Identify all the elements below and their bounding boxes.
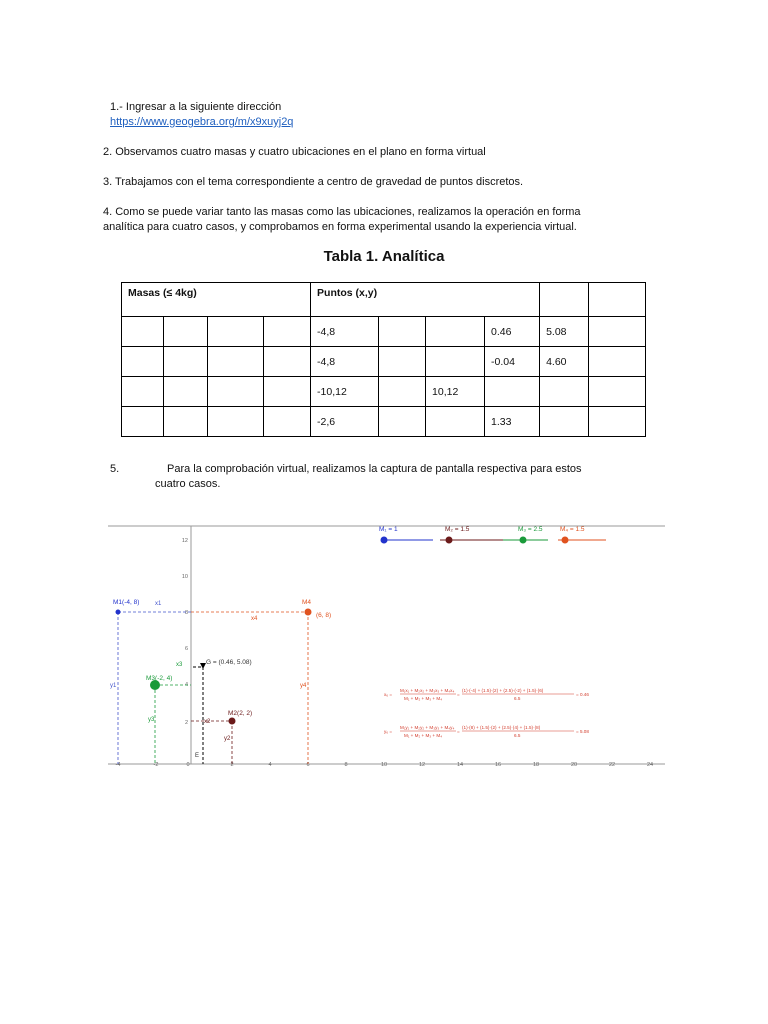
x-tick-label: 22 (608, 762, 616, 768)
table-cell (264, 407, 311, 437)
table-cell (164, 347, 208, 377)
segment-label-y2: y2 (224, 736, 231, 742)
table-cell: 4.60 (540, 347, 589, 377)
table-cell (540, 407, 589, 437)
point-label-m1: M1(-4, 8) (113, 599, 140, 606)
table-cell: -4,8 (311, 347, 379, 377)
table-cell (122, 317, 164, 347)
table-cell (122, 377, 164, 407)
equals-sign: = (457, 729, 460, 734)
formula-substituted-denominator: 6.5 (514, 696, 521, 701)
formula-xg (384, 688, 589, 701)
step-5-line-1: Para la comprobación virtual, realizamos la captura de pantalla respectiva para estos (167, 463, 582, 475)
step-1-text: 1.- Ingresar a la siguiente dirección (110, 101, 282, 113)
slider-m4[interactable] (558, 526, 606, 544)
x-tick-label: 12 (418, 762, 426, 768)
y-tick-label: 12 (181, 538, 188, 544)
slider-handle[interactable] (520, 537, 527, 544)
table-cell (426, 407, 485, 437)
table-cell (122, 347, 164, 377)
table-cell (164, 377, 208, 407)
header-puntos: Puntos (x,y) (311, 283, 540, 317)
step-5-number: 5. (110, 463, 120, 475)
x-tick-label: -4 (115, 762, 121, 768)
table-cell (379, 377, 426, 407)
point-label-g: G = (0.46, 5.08) (206, 659, 252, 666)
table-cell: -0.04 (485, 347, 540, 377)
slider-label: M₂ = 1.5 (445, 526, 470, 533)
segment-label-x3: x3 (176, 662, 183, 668)
table-cell (589, 407, 646, 437)
table-cell (540, 377, 589, 407)
formula-denominator: M₁ + M₂ + M₃ + M₄ (404, 733, 443, 738)
header-empty-cell (540, 283, 589, 317)
table-cell (264, 377, 311, 407)
table-cell (122, 407, 164, 437)
formula-substituted-numerator: (1)·(8) + (1.5)·(2) + (2.5)·(4) + (1.5)·(8) (462, 725, 541, 730)
point-label-e: E (195, 753, 200, 759)
segment-label-y4: y4 (300, 683, 307, 689)
table-cell (485, 377, 540, 407)
slider-m1[interactable] (379, 526, 433, 544)
point-m2[interactable] (229, 718, 236, 725)
segment-label-y3: y3 (148, 717, 155, 723)
table-cell (379, 407, 426, 437)
formula-lhs: y₆ = (384, 729, 393, 734)
x-tick-label: 6 (306, 762, 310, 768)
table-cell (208, 347, 264, 377)
segment-label-x1: x1 (155, 601, 162, 607)
table-cell: 10,12 (426, 377, 485, 407)
point-label-m3: M3(-2, 4) (146, 675, 173, 682)
formula-numerator: M₁x₁ + M₂x₂ + M₃x₃ + M₄x₄ (400, 688, 455, 693)
step-5-line-2: cuatro casos. (155, 478, 221, 490)
table-cell: 1.33 (485, 407, 540, 437)
table-row (122, 347, 646, 377)
header-empty-cell (589, 283, 646, 317)
x-tick-label: 18 (532, 762, 540, 768)
geogebra-link[interactable]: https://www.geogebra.org/m/x9xuyj2q (110, 116, 294, 128)
table-row (122, 377, 646, 407)
table-cell: -4,8 (311, 317, 379, 347)
table-cell: 0.46 (485, 317, 540, 347)
x-tick-label: 20 (570, 762, 578, 768)
x-tick-label: -2 (153, 762, 159, 768)
step-2-text: 2. Observamos cuatro masas y cuatro ubicaciones en el plano en forma virtual (103, 146, 486, 158)
table-cell (208, 317, 264, 347)
table-cell (264, 347, 311, 377)
step-1-link[interactable] (110, 115, 293, 130)
point-coord-m4: (6, 8) (316, 612, 332, 619)
step-4-line-2: analítica para cuatro casos, y comprobamos en forma experimental usando la experiencia virtual. (103, 221, 577, 233)
x-tick-label: 4 (268, 762, 272, 768)
x-tick-label: 8 (344, 762, 348, 768)
formula-lhs: x₆ = (384, 692, 393, 697)
segment-label-x2: x2 (204, 719, 211, 725)
table-cell: -2,6 (311, 407, 379, 437)
table-title: Tabla 1. Analítica (323, 248, 445, 265)
header-masas: Masas (≤ 4kg) (122, 283, 311, 317)
point-label-m4: M4 (302, 599, 312, 606)
slider-handle[interactable] (446, 537, 453, 544)
table-cell (208, 407, 264, 437)
geogebra-screenshot (108, 522, 665, 768)
table-header-row (122, 283, 646, 317)
y-tick-label: 6 (184, 646, 188, 652)
point-label-m2: M2(2, 2) (228, 710, 253, 717)
x-tick-label: 24 (646, 762, 654, 768)
table-cell: 5.08 (540, 317, 589, 347)
slider-label: M₃ = 2.5 (518, 526, 543, 533)
formula-result: = 5.08 (576, 729, 589, 734)
y-tick-label: 4 (184, 682, 188, 688)
equals-sign: = (457, 692, 460, 697)
table-cell (379, 347, 426, 377)
table-cell (379, 317, 426, 347)
slider-handle[interactable] (562, 537, 569, 544)
segment-label-x4: x4 (251, 616, 258, 622)
table-cell (589, 317, 646, 347)
table-cell (426, 347, 485, 377)
step-4-line-1: 4. Como se puede variar tanto las masas como las ubicaciones, realizamos la operación en forma (103, 206, 581, 218)
table-cell (426, 317, 485, 347)
slider-handle[interactable] (381, 537, 388, 544)
table-row (122, 407, 646, 437)
table-row (122, 317, 646, 347)
x-tick-label: 16 (494, 762, 502, 768)
table-cell (264, 317, 311, 347)
formula-denominator: M₁ + M₂ + M₃ + M₄ (404, 696, 443, 701)
analytic-table (121, 282, 646, 437)
y-tick-label: 2 (184, 720, 188, 726)
point-m1[interactable] (116, 610, 121, 615)
x-tick-label: 10 (380, 762, 388, 768)
table-cell (589, 347, 646, 377)
formula-numerator: M₁y₁ + M₂y₂ + M₃y₃ + M₄y₄ (400, 725, 455, 730)
table-cell (164, 317, 208, 347)
x-tick-label: 2 (230, 762, 234, 768)
point-m4[interactable] (305, 609, 312, 616)
slider-label: M₁ = 1 (379, 526, 398, 533)
table-cell: -10,12 (311, 377, 379, 407)
slider-m3[interactable] (503, 526, 548, 544)
table-cell (589, 377, 646, 407)
step-3-text: 3. Trabajamos con el tema correspondiente a centro de gravedad de puntos discretos. (103, 176, 524, 188)
x-tick-label: 14 (456, 762, 464, 768)
formula-result: = 0.46 (576, 692, 589, 697)
formula-substituted-numerator: (1)·(-4) + (1.5)·(2) + (2.5)·(-2) + (1.5)·(6) (462, 688, 544, 693)
formula-yg (384, 725, 589, 738)
segment-label-y1: y1 (110, 683, 117, 689)
x-tick-label: 0 (186, 762, 190, 768)
table-cell (164, 407, 208, 437)
slider-label: M₄ = 1.5 (560, 526, 585, 533)
slider-m2[interactable] (440, 526, 518, 544)
y-tick-label: 10 (181, 574, 188, 580)
table-cell (208, 377, 264, 407)
formula-substituted-denominator: 6.5 (514, 733, 521, 738)
y-tick-label: 8 (184, 610, 188, 616)
